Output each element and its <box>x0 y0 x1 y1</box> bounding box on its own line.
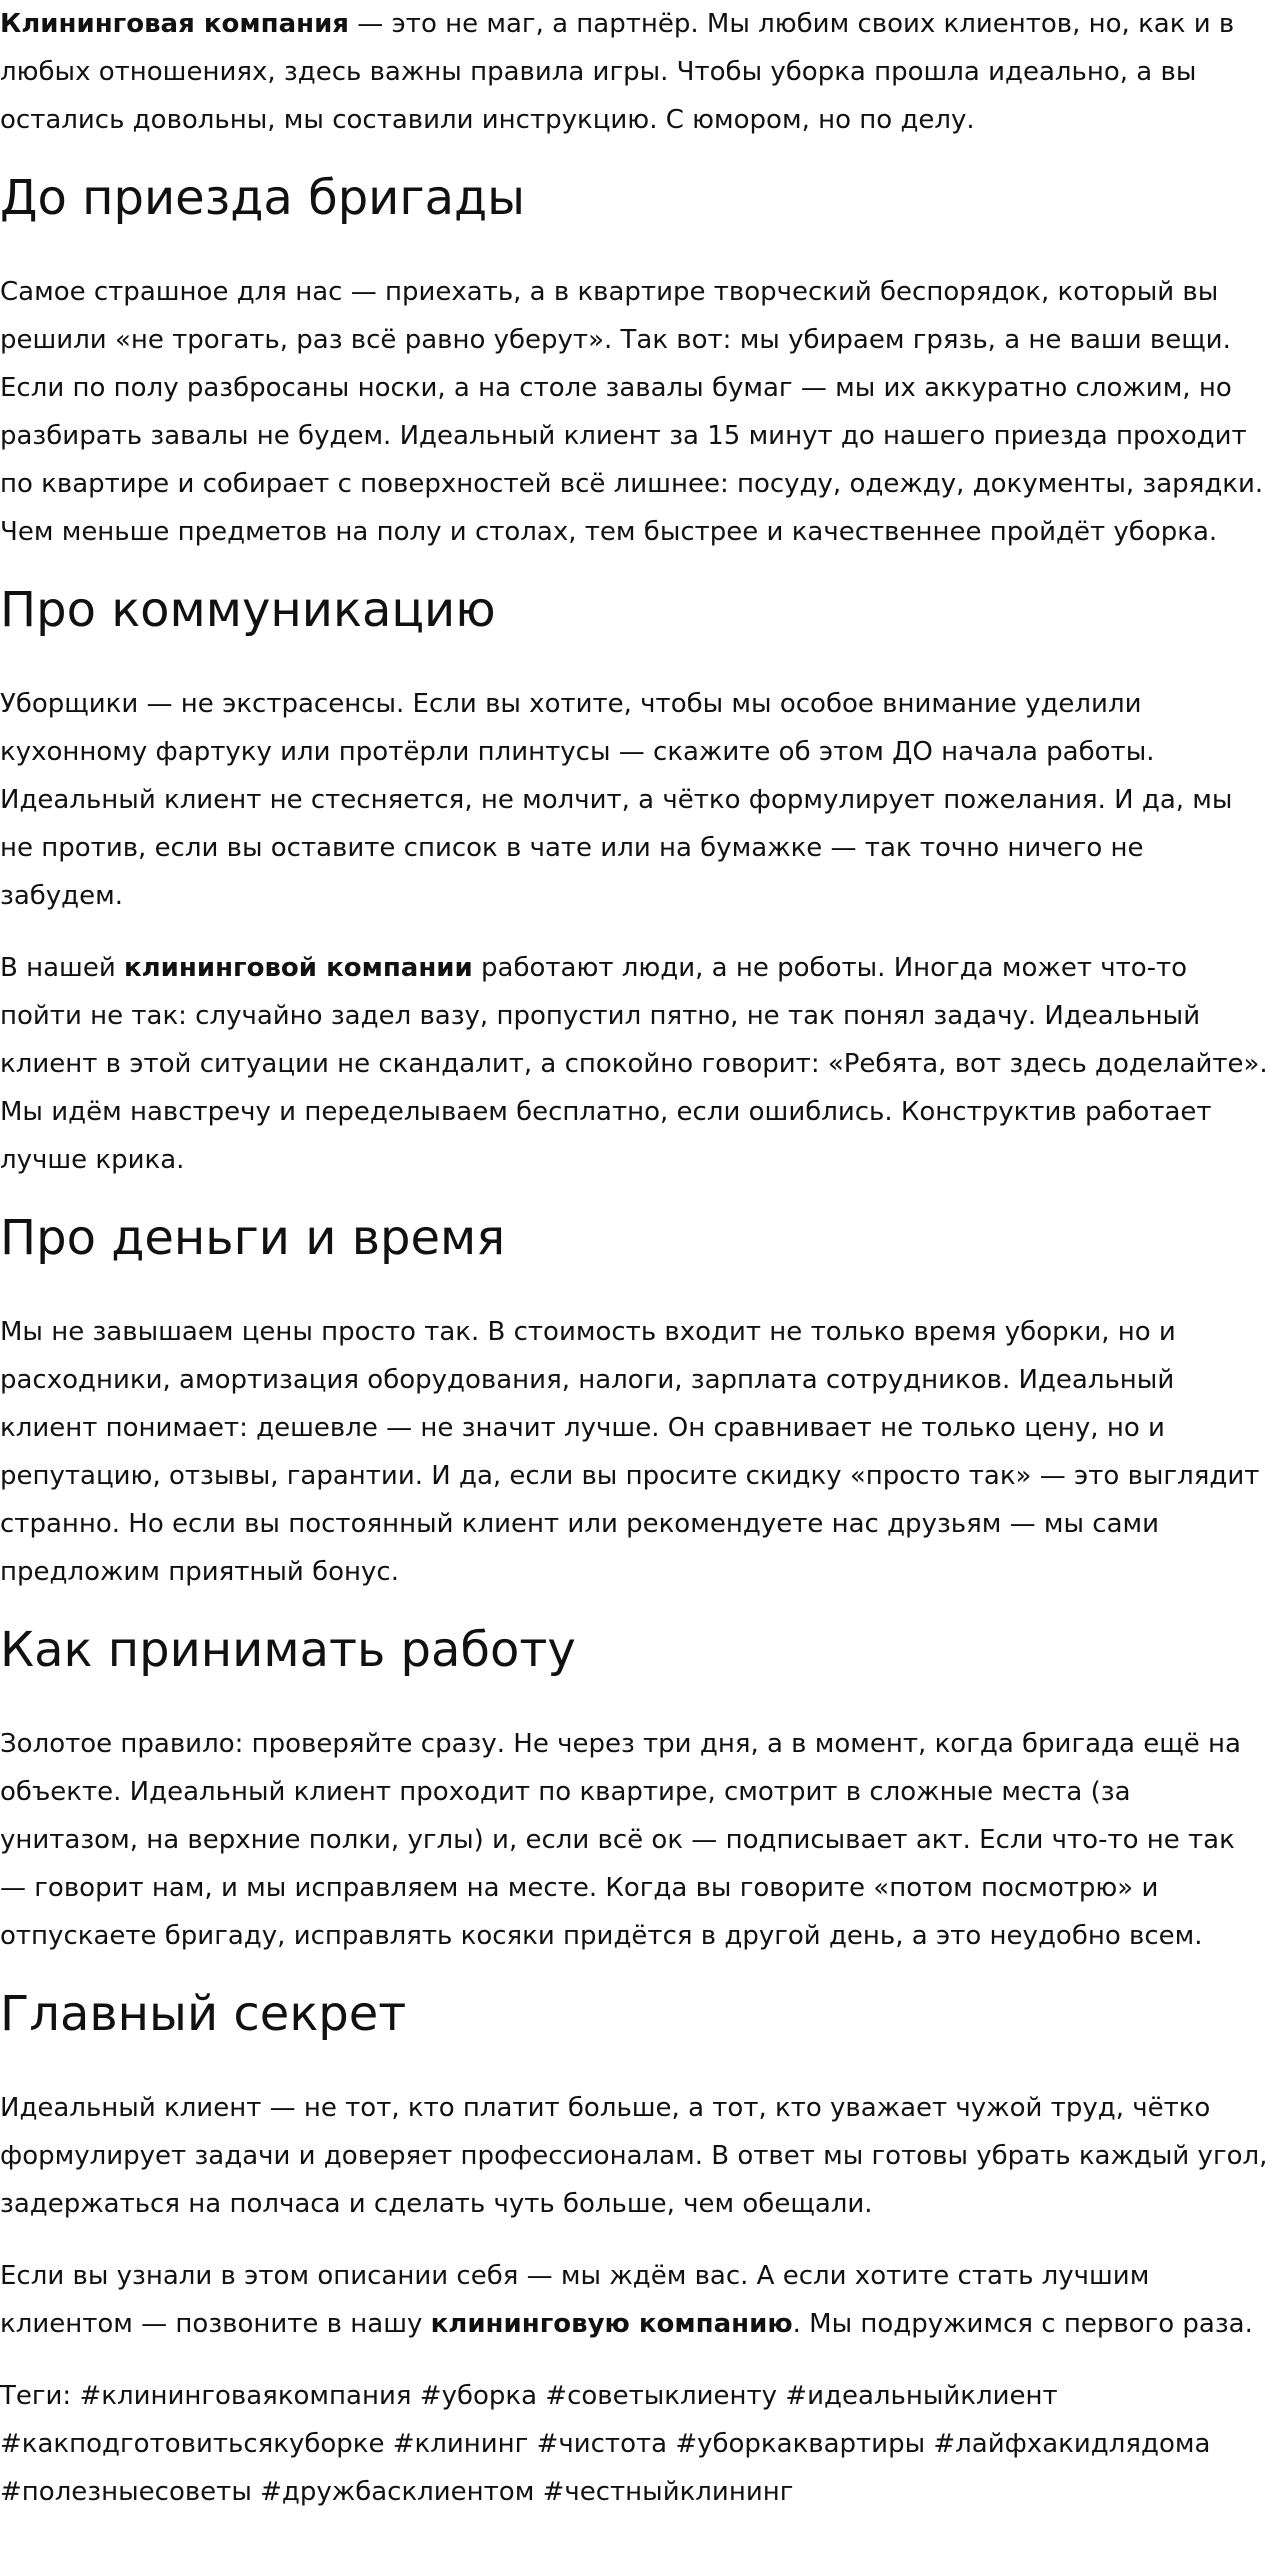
paragraph-main-secret-1: Идеальный клиент — не тот, кто платит больше, а тот, кто уважает чужой труд, чётко формулирует задачи и доверяет профессионалам. В ответ мы готовы убрать каждый угол, задержаться на полчаса и сделать чуть больше, чем обещали. <box>0 2093 1268 2219</box>
paragraph-communication-1: Уборщики — не экстрасенсы. Если вы хотите, чтобы мы особое внимание уделили кухонному фартуку или протёрли плинтусы — скажите об этом ДО начала работы. Идеальный клиент не стесняется, не молчит, а чётко формулирует пожелания. И да, мы не против, если вы оставите список в чате или на бумажке — так точно ничего не забудем. <box>0 689 1233 911</box>
main-secret-2-after: . Мы подружимся с первого раза. <box>792 2309 1253 2339</box>
tags-line: Теги: #клининговаякомпания #уборка #советыклиенту #идеальныйклиент #какподготовитьсякуборке #клининг #чистота #уборкаквартиры #лайфхакидлядома #полезныесоветы #дружбасклиентом #честныйклининг <box>0 2381 1211 2507</box>
heading-main-secret: Главный секрет <box>0 1986 407 2042</box>
intro-text: — это не маг, а партнёр. Мы любим своих клиентов, но, как и в любых отношениях, здесь важны правила игры. Чтобы уборка прошла идеально, а вы остались довольны, мы составили инструкцию. С юмором, но по делу. <box>0 9 1235 135</box>
intro-paragraph <box>0 0 1268 144</box>
communication-2-bold: клининговой компании <box>123 953 473 983</box>
heading-communication: Про коммуникацию <box>0 582 496 638</box>
paragraph-main-secret-2 <box>0 2252 1268 2348</box>
communication-2-before: В нашей <box>0 953 124 983</box>
paragraph-money-time: Мы не завышаем цены просто так. В стоимость входит не только время уборки, но и расходники, амортизация оборудования, налоги, зарплата сотрудников. Идеальный клиент понимает: дешевле — не значит лучше. Он сравнивает не только цену, но и репутацию, отзывы, гарантии. И да, если вы просите скидку «просто так» — это выглядит странно. Но если вы постоянный клиент или рекомендуете нас друзьям — мы сами предложим приятный бонус. <box>0 1317 1260 1587</box>
intro-bold: Клининговая компания <box>0 9 349 39</box>
paragraph-communication-2 <box>0 944 1268 1184</box>
heading-before-arrival: До приезда бригады <box>0 170 526 226</box>
heading-money-time: Про деньги и время <box>0 1210 506 1266</box>
paragraph-accept-work: Золотое правило: проверяйте сразу. Не через три дня, а в момент, когда бригада ещё на объекте. Идеальный клиент проходит по квартире, смотрит в сложные места (за унитазом, на верхние полки, углы) и, если всё ок — подписывает акт. Если что-то не так — говорит нам, и мы исправляем на месте. Когда вы говорите «потом посмотрю» и отпускаете бригаду, исправлять косяки придётся в другой день, а это неудобно всем. <box>0 1729 1241 1951</box>
paragraph-before-arrival: Самое страшное для нас — приехать, а в квартире творческий беспорядок, который вы решили «не трогать, раз всё равно уберут». Так вот: мы убираем грязь, а не ваши вещи. Если по полу разбросаны носки, а на столе завалы бумаг — мы их аккуратно сложим, но разбирать завалы не будем. Идеальный клиент за 15 минут до нашего приезда проходит по квартире и собирает с поверхностей всё лишнее: посуду, одежду, документы, зарядки. Чем меньше предметов на полу и столах, тем быстрее и качественнее пройдёт уборка. <box>0 277 1264 547</box>
main-secret-2-before: Если вы узнали в этом описании себя — мы ждём вас. А если хотите стать лучшим клиентом — позвоните в нашу <box>0 2261 1150 2339</box>
heading-accept-work: Как принимать работу <box>0 1622 576 1678</box>
communication-2-after: работают люди, а не роботы. Иногда может что-то пойти не так: случайно задел вазу, пропустил пятно, не так понял задачу. Идеальный клиент в этой ситуации не скандалит, а спокойно говорит: «Ребята, вот здесь доделайте». Мы идём навстречу и переделываем бесплатно, если ошиблись. Конструктив работает лучше крика. <box>0 953 1268 1175</box>
main-secret-2-bold: клининговую компанию <box>430 2309 793 2339</box>
